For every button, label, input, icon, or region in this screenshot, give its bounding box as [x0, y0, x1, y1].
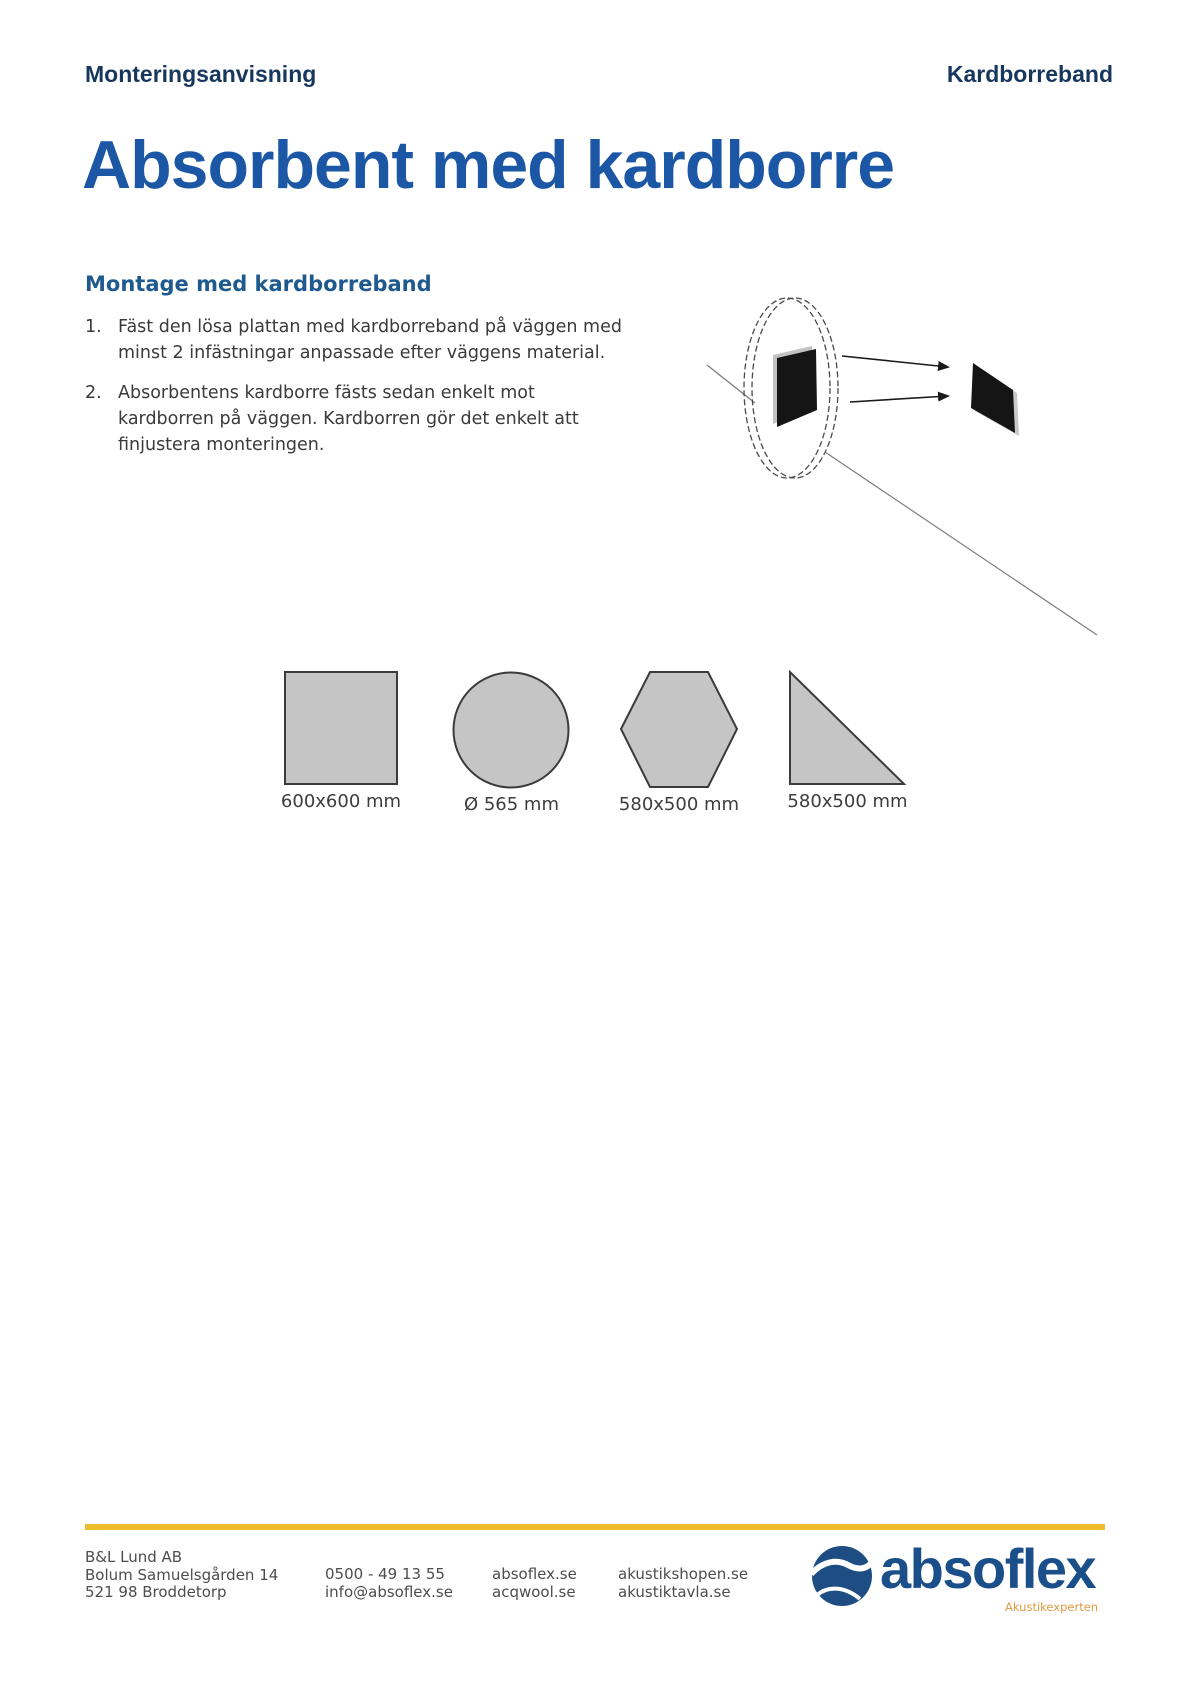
footer-city: 521 98 Broddetorp	[85, 1583, 227, 1601]
logo-globe	[812, 1546, 872, 1606]
footer-phone: 0500 - 49 13 55	[325, 1565, 445, 1583]
pointer-line	[825, 452, 1097, 635]
step-2-line-2: kardborren på väggen. Kardborren gör det enkelt att	[118, 409, 579, 429]
shape-option-hexagon	[620, 670, 738, 815]
shape-option-circle	[451, 670, 572, 815]
step-2-text	[118, 380, 579, 458]
footer-site-akustikshopen: akustikshopen.se	[618, 1565, 749, 1583]
absoflex-tagline: Akustikexperten	[1005, 1600, 1099, 1614]
footer-contact	[325, 1566, 453, 1601]
footer-websites-secondary	[618, 1566, 748, 1601]
square-shape	[283, 670, 399, 787]
shape-option-square	[280, 670, 402, 812]
hexagon-dimension-label: 580x500 mm	[618, 794, 740, 815]
step-1-text	[118, 314, 622, 366]
header-left-label: Monteringsanvisning	[85, 61, 317, 87]
footer-address	[85, 1549, 278, 1602]
step-2-line-3: finjustera monteringen.	[118, 435, 325, 455]
absoflex-wordmark: absoflex	[880, 1537, 1096, 1600]
footer-site-absoflex: absoflex.se	[492, 1565, 577, 1583]
step-2	[85, 380, 705, 458]
circle-dimension-label: Ø 565 mm	[463, 794, 560, 815]
triangle-dimension-label: 580x500 mm	[787, 791, 908, 812]
square-dimension-label: 600x600 mm	[280, 791, 402, 812]
step-1-line-2: minst 2 infästningar anpassade efter väggens material.	[118, 343, 606, 363]
section-heading: Montage med kardborreband	[85, 272, 432, 296]
footer-site-acqwool: acqwool.se	[492, 1582, 576, 1601]
step-2-line-1: Absorbentens kardborre fästs sedan enkelt mot	[118, 383, 535, 403]
step-1-line-1: Fäst den lösa plattan med kardborreband på väggen med	[118, 317, 622, 337]
arrow-bottom	[850, 396, 948, 402]
hexagon-shape	[620, 670, 738, 790]
callout-line	[707, 365, 755, 403]
footer-divider-rule	[85, 1524, 1105, 1530]
shape-option-triangle	[788, 670, 907, 812]
velcro-pad-right	[971, 363, 1015, 433]
hexagon-glyph	[621, 672, 737, 787]
triangle-glyph	[790, 672, 904, 784]
footer-company-name: B&L Lund AB	[85, 1548, 183, 1566]
circle-shape	[451, 670, 572, 790]
instruction-steps	[85, 314, 705, 472]
footer-email: info@absoflex.se	[325, 1582, 453, 1601]
arrow-top	[842, 356, 948, 367]
mounting-illustration	[630, 270, 1130, 660]
absoflex-logo-icon	[810, 1544, 874, 1608]
footer-websites-primary	[492, 1566, 577, 1601]
velcro-pad-left	[777, 349, 817, 427]
footer-site-akustiktavla: akustiktavla.se	[618, 1582, 731, 1601]
page-title: Absorbent med kardborre	[82, 127, 895, 203]
circle-glyph	[454, 673, 569, 788]
step-1	[85, 314, 705, 366]
footer-street: Bolum Samuelsgården 14	[85, 1565, 279, 1584]
triangle-shape	[788, 670, 907, 787]
square-glyph	[285, 672, 397, 784]
header-right-label: Kardborreband	[946, 61, 1113, 87]
step-1-number: 1.	[85, 317, 102, 337]
step-2-number: 2.	[85, 383, 102, 403]
